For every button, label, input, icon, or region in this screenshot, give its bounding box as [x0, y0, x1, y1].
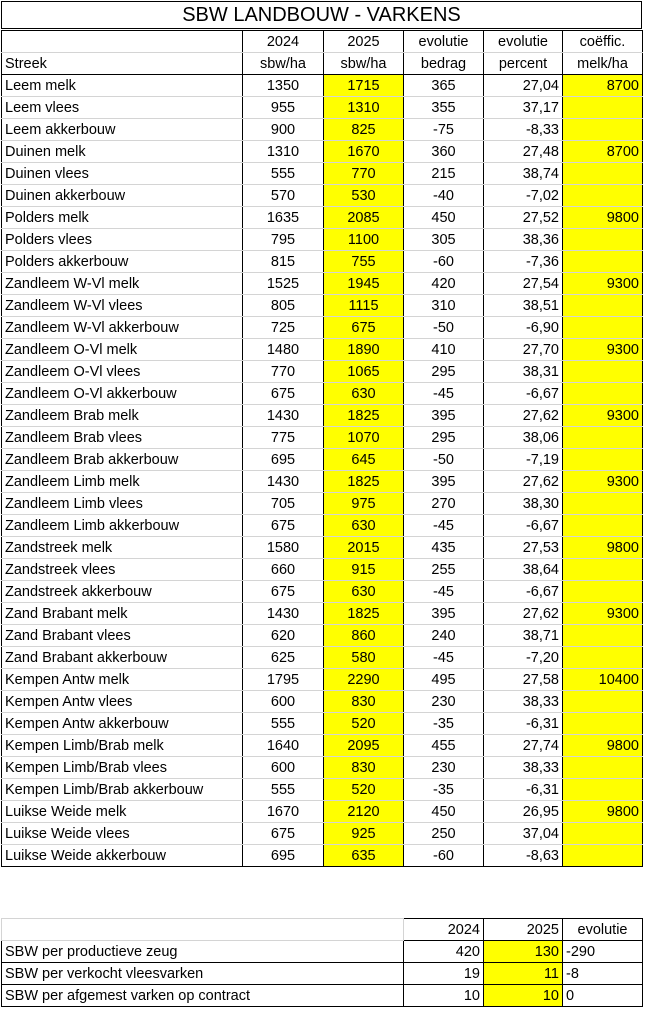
sbw-2025-cell[interactable]: 2015: [324, 537, 404, 559]
evolutie-bedrag-cell[interactable]: -45: [404, 383, 484, 405]
sbw-2024-cell[interactable]: 815: [243, 251, 324, 273]
streek-cell[interactable]: Zandstreek vlees: [2, 559, 243, 581]
bottom-evolutie-cell[interactable]: -290: [563, 941, 643, 963]
bottom-header-cell[interactable]: 2024: [404, 919, 484, 941]
coefficient-melk-cell[interactable]: [563, 251, 643, 273]
table-row: [2, 163, 643, 185]
coefficient-melk-cell[interactable]: [563, 97, 643, 119]
sbw-2025-cell[interactable]: 975: [324, 493, 404, 515]
evolutie-percent-cell[interactable]: -6,90: [484, 317, 563, 339]
header-row-years: [2, 31, 643, 53]
bottom-header-row: [2, 919, 643, 941]
sbw-2025-cell[interactable]: 1825: [324, 405, 404, 427]
sbw-2024-cell[interactable]: 570: [243, 185, 324, 207]
table-row: [2, 119, 643, 141]
sbw-2025-cell[interactable]: 630: [324, 581, 404, 603]
sbw-2025-cell[interactable]: 830: [324, 757, 404, 779]
streek-cell[interactable]: Zandleem O-Vl melk: [2, 339, 243, 361]
sbw-2025-cell[interactable]: 645: [324, 449, 404, 471]
sbw-2025-cell[interactable]: 1065: [324, 361, 404, 383]
streek-cell[interactable]: Zand Brabant melk: [2, 603, 243, 625]
sbw-2024-cell[interactable]: 600: [243, 757, 324, 779]
sbw-2024-cell[interactable]: 1640: [243, 735, 324, 757]
table-row: [2, 317, 643, 339]
evolutie-bedrag-cell[interactable]: 240: [404, 625, 484, 647]
evolutie-percent-cell[interactable]: 38,36: [484, 229, 563, 251]
sbw-2024-cell[interactable]: 660: [243, 559, 324, 581]
coefficient-melk-cell[interactable]: [563, 119, 643, 141]
evolutie-bedrag-cell[interactable]: 455: [404, 735, 484, 757]
table-row: [2, 735, 643, 757]
table-row: [2, 757, 643, 779]
sbw-2025-cell[interactable]: 2120: [324, 801, 404, 823]
evolutie-percent-cell[interactable]: 38,33: [484, 757, 563, 779]
streek-cell[interactable]: Polders melk: [2, 207, 243, 229]
evolutie-percent-cell[interactable]: -8,33: [484, 119, 563, 141]
coefficient-melk-cell[interactable]: [563, 757, 643, 779]
sbw-2025-cell[interactable]: 520: [324, 779, 404, 801]
sbw-2024-cell[interactable]: 770: [243, 361, 324, 383]
streek-cell[interactable]: Duinen vlees: [2, 163, 243, 185]
streek-cell[interactable]: Kempen Limb/Brab akkerbouw: [2, 779, 243, 801]
evolutie-bedrag-cell[interactable]: -50: [404, 317, 484, 339]
sbw-2025-cell[interactable]: 1825: [324, 471, 404, 493]
evolutie-percent-cell[interactable]: 27,58: [484, 669, 563, 691]
sbw-2025-cell[interactable]: 1945: [324, 273, 404, 295]
sbw-2024-cell[interactable]: 675: [243, 823, 324, 845]
sbw-2024-cell[interactable]: 725: [243, 317, 324, 339]
sbw-2025-cell[interactable]: 770: [324, 163, 404, 185]
evolutie-percent-cell[interactable]: 38,31: [484, 361, 563, 383]
evolutie-percent-cell[interactable]: -6,67: [484, 515, 563, 537]
evolutie-percent-cell[interactable]: -7,36: [484, 251, 563, 273]
streek-cell[interactable]: Zandleem Brab vlees: [2, 427, 243, 449]
evolutie-percent-cell[interactable]: -6,31: [484, 713, 563, 735]
evolutie-percent-cell[interactable]: 38,30: [484, 493, 563, 515]
table-row: [2, 779, 643, 801]
table-row: [2, 845, 643, 867]
coefficient-melk-cell[interactable]: 9800: [563, 735, 643, 757]
evolutie-percent-cell[interactable]: 27,74: [484, 735, 563, 757]
evolutie-bedrag-cell[interactable]: 395: [404, 405, 484, 427]
coefficient-melk-cell[interactable]: [563, 559, 643, 581]
sbw-2025-cell[interactable]: 1100: [324, 229, 404, 251]
coefficient-melk-cell[interactable]: [563, 449, 643, 471]
sbw-2025-cell[interactable]: 1890: [324, 339, 404, 361]
evolutie-percent-cell[interactable]: 27,53: [484, 537, 563, 559]
header-cell[interactable]: [2, 31, 243, 53]
evolutie-percent-cell[interactable]: 27,04: [484, 75, 563, 97]
streek-cell[interactable]: Zandleem Limb melk: [2, 471, 243, 493]
bottom-row: [2, 963, 643, 985]
sbw-2024-cell[interactable]: 555: [243, 163, 324, 185]
evolutie-bedrag-cell[interactable]: 295: [404, 361, 484, 383]
table-row: [2, 273, 643, 295]
sbw-2024-cell[interactable]: 1525: [243, 273, 324, 295]
evolutie-bedrag-cell[interactable]: 255: [404, 559, 484, 581]
evolutie-bedrag-cell[interactable]: -45: [404, 515, 484, 537]
streek-cell[interactable]: Leem melk: [2, 75, 243, 97]
sbw-2025-cell[interactable]: 925: [324, 823, 404, 845]
sbw-2024-cell[interactable]: 1430: [243, 471, 324, 493]
header-cell[interactable]: evolutie: [484, 31, 563, 53]
streek-cell[interactable]: Zandleem W-Vl vlees: [2, 295, 243, 317]
evolutie-bedrag-cell[interactable]: -45: [404, 647, 484, 669]
evolutie-bedrag-cell[interactable]: 310: [404, 295, 484, 317]
evolutie-bedrag-cell[interactable]: 230: [404, 757, 484, 779]
sbw-livestock-table: [1, 918, 643, 1007]
evolutie-percent-cell[interactable]: -7,19: [484, 449, 563, 471]
sbw-2024-cell[interactable]: 705: [243, 493, 324, 515]
coefficient-melk-cell[interactable]: 8700: [563, 75, 643, 97]
evolutie-bedrag-cell[interactable]: 230: [404, 691, 484, 713]
evolutie-percent-cell[interactable]: 37,17: [484, 97, 563, 119]
bottom-evolutie-cell[interactable]: -8: [563, 963, 643, 985]
sbw-2024-cell[interactable]: 795: [243, 229, 324, 251]
evolutie-percent-cell[interactable]: 27,48: [484, 141, 563, 163]
evolutie-percent-cell[interactable]: 27,52: [484, 207, 563, 229]
sbw-2025-cell[interactable]: 755: [324, 251, 404, 273]
sbw-2024-cell[interactable]: 1795: [243, 669, 324, 691]
coefficient-melk-cell[interactable]: [563, 625, 643, 647]
coefficient-melk-cell[interactable]: [563, 647, 643, 669]
coefficient-melk-cell[interactable]: [563, 185, 643, 207]
streek-cell[interactable]: Duinen akkerbouw: [2, 185, 243, 207]
evolutie-bedrag-cell[interactable]: -60: [404, 251, 484, 273]
bottom-row: [2, 941, 643, 963]
streek-cell[interactable]: Duinen melk: [2, 141, 243, 163]
sbw-2025-cell[interactable]: 1670: [324, 141, 404, 163]
bottom-label-cell[interactable]: SBW per afgemest varken op contract: [2, 985, 404, 1007]
evolutie-bedrag-cell[interactable]: 360: [404, 141, 484, 163]
evolutie-percent-cell[interactable]: 38,71: [484, 625, 563, 647]
coefficient-melk-cell[interactable]: [563, 515, 643, 537]
table-row: [2, 75, 643, 97]
coefficient-melk-cell[interactable]: 9300: [563, 339, 643, 361]
table-row: [2, 361, 643, 383]
streek-cell[interactable]: Kempen Limb/Brab melk: [2, 735, 243, 757]
header-cell[interactable]: sbw/ha: [243, 53, 324, 75]
evolutie-percent-cell[interactable]: -6,67: [484, 581, 563, 603]
evolutie-percent-cell[interactable]: 27,70: [484, 339, 563, 361]
header-row-units: [2, 53, 643, 75]
sbw-2025-cell[interactable]: 2085: [324, 207, 404, 229]
evolutie-percent-cell[interactable]: 38,06: [484, 427, 563, 449]
evolutie-bedrag-cell[interactable]: -50: [404, 449, 484, 471]
evolutie-percent-cell[interactable]: 27,62: [484, 603, 563, 625]
table-row: [2, 295, 643, 317]
streek-cell[interactable]: Zandleem Limb vlees: [2, 493, 243, 515]
bottom-2025-cell[interactable]: 11: [484, 963, 563, 985]
sbw-2024-cell[interactable]: 555: [243, 713, 324, 735]
evolutie-percent-cell[interactable]: -7,20: [484, 647, 563, 669]
header-cell[interactable]: sbw/ha: [324, 53, 404, 75]
table-row: [2, 559, 643, 581]
evolutie-bedrag-cell[interactable]: 495: [404, 669, 484, 691]
sbw-2024-cell[interactable]: 1670: [243, 801, 324, 823]
streek-cell[interactable]: Polders vlees: [2, 229, 243, 251]
coefficient-melk-cell[interactable]: [563, 691, 643, 713]
streek-cell[interactable]: Leem vlees: [2, 97, 243, 119]
coefficient-melk-cell[interactable]: 9300: [563, 273, 643, 295]
table-row: [2, 97, 643, 119]
evolutie-bedrag-cell[interactable]: 450: [404, 801, 484, 823]
sbw-2025-cell[interactable]: 2095: [324, 735, 404, 757]
streek-cell[interactable]: Zandleem W-Vl akkerbouw: [2, 317, 243, 339]
header-cell[interactable]: 2024: [243, 31, 324, 53]
bottom-label-cell[interactable]: SBW per verkocht vleesvarken: [2, 963, 404, 985]
bottom-header-cell[interactable]: [2, 919, 404, 941]
coefficient-melk-cell[interactable]: [563, 581, 643, 603]
coefficient-melk-cell[interactable]: [563, 229, 643, 251]
coefficient-melk-cell[interactable]: 9300: [563, 405, 643, 427]
sbw-2025-cell[interactable]: 860: [324, 625, 404, 647]
streek-cell[interactable]: Luikse Weide akkerbouw: [2, 845, 243, 867]
evolutie-bedrag-cell[interactable]: 365: [404, 75, 484, 97]
streek-cell[interactable]: Polders akkerbouw: [2, 251, 243, 273]
evolutie-bedrag-cell[interactable]: 295: [404, 427, 484, 449]
bottom-2025-cell[interactable]: 130: [484, 941, 563, 963]
bottom-2024-cell[interactable]: 19: [404, 963, 484, 985]
evolutie-percent-cell[interactable]: 38,51: [484, 295, 563, 317]
table-row: [2, 537, 643, 559]
evolutie-percent-cell[interactable]: 27,62: [484, 471, 563, 493]
sbw-2025-cell[interactable]: 675: [324, 317, 404, 339]
sbw-2024-cell[interactable]: 675: [243, 383, 324, 405]
header-cell[interactable]: coëffic.: [563, 31, 643, 53]
coefficient-melk-cell[interactable]: 10400: [563, 669, 643, 691]
sbw-2024-cell[interactable]: 695: [243, 845, 324, 867]
sbw-2025-cell[interactable]: 630: [324, 515, 404, 537]
header-cell[interactable]: evolutie: [404, 31, 484, 53]
evolutie-percent-cell[interactable]: 38,33: [484, 691, 563, 713]
sbw-2025-cell[interactable]: 915: [324, 559, 404, 581]
streek-cell[interactable]: Zandleem W-Vl melk: [2, 273, 243, 295]
evolutie-percent-cell[interactable]: -6,31: [484, 779, 563, 801]
streek-cell[interactable]: Zandstreek melk: [2, 537, 243, 559]
header-cell[interactable]: percent: [484, 53, 563, 75]
header-cell[interactable]: 2025: [324, 31, 404, 53]
evolutie-percent-cell[interactable]: 26,95: [484, 801, 563, 823]
coefficient-melk-cell[interactable]: [563, 713, 643, 735]
coefficient-melk-cell[interactable]: [563, 427, 643, 449]
sbw-2025-cell[interactable]: 1115: [324, 295, 404, 317]
sbw-2025-cell[interactable]: 630: [324, 383, 404, 405]
table-row: [2, 691, 643, 713]
sbw-2024-cell[interactable]: 805: [243, 295, 324, 317]
sbw-2025-cell[interactable]: 1310: [324, 97, 404, 119]
table-row: [2, 207, 643, 229]
evolutie-bedrag-cell[interactable]: 355: [404, 97, 484, 119]
coefficient-melk-cell[interactable]: [563, 493, 643, 515]
bottom-header-cell[interactable]: 2025: [484, 919, 563, 941]
header-cell[interactable]: melk/ha: [563, 53, 643, 75]
evolutie-bedrag-cell[interactable]: 305: [404, 229, 484, 251]
coefficient-melk-cell[interactable]: 8700: [563, 141, 643, 163]
coefficient-melk-cell[interactable]: [563, 295, 643, 317]
sbw-2025-cell[interactable]: 1070: [324, 427, 404, 449]
evolutie-bedrag-cell[interactable]: -35: [404, 779, 484, 801]
streek-cell[interactable]: Zandleem O-Vl akkerbouw: [2, 383, 243, 405]
evolutie-bedrag-cell[interactable]: 250: [404, 823, 484, 845]
evolutie-percent-cell[interactable]: -7,02: [484, 185, 563, 207]
table-row: [2, 449, 643, 471]
evolutie-percent-cell[interactable]: 27,54: [484, 273, 563, 295]
bottom-2024-cell[interactable]: 10: [404, 985, 484, 1007]
table-row: [2, 713, 643, 735]
sbw-2024-cell[interactable]: 625: [243, 647, 324, 669]
sbw-2024-cell[interactable]: 775: [243, 427, 324, 449]
streek-cell[interactable]: Zandleem Limb akkerbouw: [2, 515, 243, 537]
evolutie-bedrag-cell[interactable]: 450: [404, 207, 484, 229]
coefficient-melk-cell[interactable]: [563, 163, 643, 185]
evolutie-percent-cell[interactable]: 38,74: [484, 163, 563, 185]
table-row: [2, 515, 643, 537]
coefficient-melk-cell[interactable]: [563, 845, 643, 867]
bottom-row: [2, 985, 643, 1007]
coefficient-melk-cell[interactable]: [563, 823, 643, 845]
sheet-title: SBW LANDBOUW - VARKENS: [1, 1, 642, 29]
sbw-2024-cell[interactable]: 675: [243, 581, 324, 603]
sbw-2025-cell[interactable]: 580: [324, 647, 404, 669]
evolutie-bedrag-cell[interactable]: 215: [404, 163, 484, 185]
sbw-2025-cell[interactable]: 1825: [324, 603, 404, 625]
evolutie-bedrag-cell[interactable]: 420: [404, 273, 484, 295]
bottom-2024-cell[interactable]: 420: [404, 941, 484, 963]
evolutie-percent-cell[interactable]: 27,62: [484, 405, 563, 427]
table-row: [2, 823, 643, 845]
streek-cell[interactable]: Zandstreek akkerbouw: [2, 581, 243, 603]
coefficient-melk-cell[interactable]: [563, 317, 643, 339]
sbw-2024-cell[interactable]: 1430: [243, 603, 324, 625]
coefficient-melk-cell[interactable]: 9300: [563, 603, 643, 625]
sbw-2024-cell[interactable]: 1310: [243, 141, 324, 163]
evolutie-bedrag-cell[interactable]: -40: [404, 185, 484, 207]
sbw-2025-cell[interactable]: 635: [324, 845, 404, 867]
sbw-2024-cell[interactable]: 620: [243, 625, 324, 647]
sbw-2024-cell[interactable]: 1580: [243, 537, 324, 559]
table-row: [2, 405, 643, 427]
sbw-2024-cell[interactable]: 1430: [243, 405, 324, 427]
sbw-2024-cell[interactable]: 600: [243, 691, 324, 713]
evolutie-bedrag-cell[interactable]: 395: [404, 603, 484, 625]
table-row: [2, 185, 643, 207]
evolutie-bedrag-cell[interactable]: 395: [404, 471, 484, 493]
evolutie-bedrag-cell[interactable]: -45: [404, 581, 484, 603]
sbw-2025-cell[interactable]: 825: [324, 119, 404, 141]
evolutie-bedrag-cell[interactable]: 410: [404, 339, 484, 361]
bottom-label-cell[interactable]: SBW per productieve zeug: [2, 941, 404, 963]
evolutie-bedrag-cell[interactable]: -60: [404, 845, 484, 867]
streek-cell[interactable]: Kempen Antw melk: [2, 669, 243, 691]
sbw-2024-cell[interactable]: 675: [243, 515, 324, 537]
streek-cell[interactable]: Zandleem O-Vl vlees: [2, 361, 243, 383]
streek-cell[interactable]: Zand Brabant vlees: [2, 625, 243, 647]
sbw-2024-cell[interactable]: 900: [243, 119, 324, 141]
streek-cell[interactable]: Zandleem Brab melk: [2, 405, 243, 427]
table-row: [2, 647, 643, 669]
coefficient-melk-cell[interactable]: [563, 383, 643, 405]
coefficient-melk-cell[interactable]: 9300: [563, 471, 643, 493]
table-row: [2, 141, 643, 163]
header-cell[interactable]: Streek: [2, 53, 243, 75]
sbw-2024-cell[interactable]: 555: [243, 779, 324, 801]
table-row: [2, 339, 643, 361]
coefficient-melk-cell[interactable]: [563, 361, 643, 383]
evolutie-percent-cell[interactable]: 38,64: [484, 559, 563, 581]
sbw-2024-cell[interactable]: 955: [243, 97, 324, 119]
table-row: [2, 229, 643, 251]
streek-cell[interactable]: Luikse Weide vlees: [2, 823, 243, 845]
table-row: [2, 251, 643, 273]
sbw-2024-cell[interactable]: 695: [243, 449, 324, 471]
evolutie-bedrag-cell[interactable]: 270: [404, 493, 484, 515]
sbw-2025-cell[interactable]: 2290: [324, 669, 404, 691]
table-row: [2, 801, 643, 823]
bottom-2025-cell[interactable]: 10: [484, 985, 563, 1007]
streek-cell[interactable]: Kempen Antw akkerbouw: [2, 713, 243, 735]
table-row: [2, 625, 643, 647]
streek-cell[interactable]: Zand Brabant akkerbouw: [2, 647, 243, 669]
evolutie-bedrag-cell[interactable]: -75: [404, 119, 484, 141]
evolutie-percent-cell[interactable]: -8,63: [484, 845, 563, 867]
streek-cell[interactable]: Luikse Weide melk: [2, 801, 243, 823]
table-row: [2, 493, 643, 515]
table-row: [2, 581, 643, 603]
evolutie-percent-cell[interactable]: -6,67: [484, 383, 563, 405]
evolutie-bedrag-cell[interactable]: 435: [404, 537, 484, 559]
bottom-header-cell[interactable]: evolutie: [563, 919, 643, 941]
coefficient-melk-cell[interactable]: 9800: [563, 207, 643, 229]
bottom-evolutie-cell[interactable]: 0: [563, 985, 643, 1007]
streek-cell[interactable]: Kempen Antw vlees: [2, 691, 243, 713]
table-row: [2, 669, 643, 691]
table-row: [2, 603, 643, 625]
sbw-main-table: [1, 30, 643, 867]
coefficient-melk-cell[interactable]: [563, 779, 643, 801]
sbw-2024-cell[interactable]: 1350: [243, 75, 324, 97]
table-row: [2, 383, 643, 405]
streek-cell[interactable]: Leem akkerbouw: [2, 119, 243, 141]
header-cell[interactable]: bedrag: [404, 53, 484, 75]
sbw-2025-cell[interactable]: 830: [324, 691, 404, 713]
evolutie-percent-cell[interactable]: 37,04: [484, 823, 563, 845]
sbw-2025-cell[interactable]: 530: [324, 185, 404, 207]
sbw-2024-cell[interactable]: 1635: [243, 207, 324, 229]
streek-cell[interactable]: Kempen Limb/Brab vlees: [2, 757, 243, 779]
coefficient-melk-cell[interactable]: 9800: [563, 801, 643, 823]
sbw-2025-cell[interactable]: 1715: [324, 75, 404, 97]
streek-cell[interactable]: Zandleem Brab akkerbouw: [2, 449, 243, 471]
evolutie-bedrag-cell[interactable]: -35: [404, 713, 484, 735]
table-row: [2, 427, 643, 449]
sbw-2024-cell[interactable]: 1480: [243, 339, 324, 361]
coefficient-melk-cell[interactable]: 9800: [563, 537, 643, 559]
table-row: [2, 471, 643, 493]
sbw-2025-cell[interactable]: 520: [324, 713, 404, 735]
